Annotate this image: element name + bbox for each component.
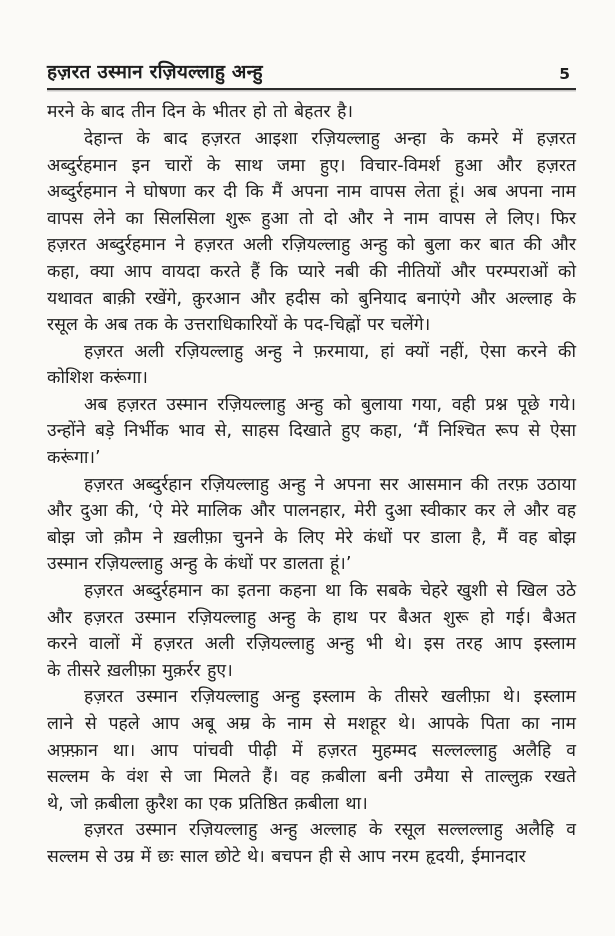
text-line: उन्होंने बड़े निर्भीक भाव से, साहस दिखाते हुए कहा, ‘मैं निश्चित रूप से ऐसा bbox=[47, 421, 576, 442]
text-line: मरने के बाद तीन दिन के भीतर हो तो बेहतर है। bbox=[47, 102, 354, 123]
text-line: यथावत बाक़ी रखेंगे, क़ुरआन और हदीस को बुनियाद बनाएंगे और अल्लाह के bbox=[47, 288, 576, 309]
text-line: हज़रत उस्मान रज़ियल्लाहु अन्हु अल्लाह के रसूल सल्लल्लाहु अलैहि व bbox=[84, 820, 576, 841]
text-line: और दुआ की, ‘ऐ मेरे मालिक और पालनहार, मेरी दुआ स्वीकार कर ले और वह bbox=[47, 501, 576, 522]
text-line: के तीसरे ख़लीफ़ा मुक़र्रर हुए। bbox=[47, 660, 233, 681]
text-line: हज़रत अब्दुर्रहमान ने हज़रत अली रज़ियल्लाहु अन्हु को बुला कर बात की और bbox=[47, 235, 576, 256]
text-line: सल्लम से उम्र में छः साल छोटे थे। बचपन ही से आप नरम हृदयी, ईमानदार bbox=[47, 846, 526, 867]
paragraph bbox=[47, 126, 576, 339]
text-line: देहान्त के बाद हज़रत आइशा रज़ियल्लाहु अन्हा के कमरे में हज़रत bbox=[84, 128, 576, 149]
text-line: अब्दुर्रहमान ने घोषणा कर दी कि मैं अपना नाम वापस लेता हूं। अब अपना नाम bbox=[47, 182, 576, 203]
text-line: हज़रत अब्दुर्रहान रज़ियल्लाहु अन्हु ने अपना सर आसमान की तरफ़ उठाया bbox=[84, 474, 576, 495]
text-line: वापस लेने का सिलसिला शुरू हुआ तो दो और ने नाम वापस ले लिए। फिर bbox=[47, 208, 576, 229]
text-line: हज़रत अली रज़ियल्लाहु अन्हु ने फ़रमाया, हां क्यों नहीं, ऐसा करने की bbox=[84, 341, 576, 362]
paragraph bbox=[47, 392, 576, 472]
text-line: रसूल के अब तक के उत्तराधिकारियों के पद-चिह्नों पर चलेंगे। bbox=[47, 315, 431, 336]
text-line: थे, जो क़बीला क़ुरैश का एक प्रतिष्ठित क़बीला था। bbox=[47, 793, 368, 814]
text-line: बोझ जो क़ौम ने ख़लीफ़ा चुनने के लिए मेरे कंधों पर डाला है, मैं वह बोझ bbox=[47, 527, 576, 548]
header-title: हज़रत उस्मान रज़ियल्लाहु अन्हु bbox=[47, 61, 263, 83]
paragraph bbox=[47, 472, 576, 578]
paragraph bbox=[47, 684, 576, 817]
paragraph bbox=[47, 817, 576, 870]
text-line: हज़रत अब्दुर्रहमान का इतना कहना था कि सबके चेहरे खुशी से खिल उठे bbox=[84, 581, 576, 602]
header-rule bbox=[47, 88, 576, 91]
text-line: लाने से पहले आप अबू अम्र के नाम से मशहूर थे। आपके पिता का नाम bbox=[47, 714, 576, 734]
paragraph bbox=[47, 99, 576, 126]
text-line: अफ़्फ़ान था। आप पांचवी पीढ़ी में हज़रत मुहम्मद सल्लल्लाहु अलैहि व bbox=[47, 740, 576, 761]
text-line: अब हज़रत उस्मान रज़ियल्लाहु अन्हु को बुलाया गया, वही प्रश्न पूछे गये। bbox=[84, 394, 576, 415]
paragraph bbox=[47, 339, 576, 392]
page-header bbox=[47, 62, 576, 84]
page-body bbox=[47, 99, 576, 870]
text-line: कहा, क्या आप वायदा करते हैं कि प्यारे नबी की नीतियों और परम्पराओं को bbox=[47, 261, 576, 282]
page-number: 5 bbox=[559, 65, 570, 84]
text-line: करूंगा।’ bbox=[47, 448, 101, 469]
text-line: अब्दुर्रहमान इन चारों के साथ जमा हुए। विचार-विमर्श हुआ और हज़रत bbox=[47, 155, 576, 176]
text-line: कोशिश करूंगा। bbox=[47, 368, 148, 389]
text-line: सल्लम के वंश से जा मिलते हैं। वह क़बीला बनी उमैया से ताल्लुक़ रखते bbox=[47, 767, 576, 788]
text-line: हज़रत उस्मान रज़ियल्लाहु अन्हु इस्लाम के तीसरे खलीफ़ा थे। इस्लाम bbox=[84, 687, 576, 708]
text-line: उस्मान रज़ियल्लाहु अन्हु के कंधों पर डालता हूं।’ bbox=[47, 554, 352, 575]
text-line: करने वालों में हज़रत अली रज़ियल्लाहु अन्हु भी थे। इस तरह आप इस्लाम bbox=[47, 634, 576, 655]
text-line: और हज़रत उस्मान रज़ियल्लाहु अन्हु के हाथ पर बैअत शुरू हो गई। बैअत bbox=[47, 607, 576, 628]
paragraph bbox=[47, 578, 576, 684]
